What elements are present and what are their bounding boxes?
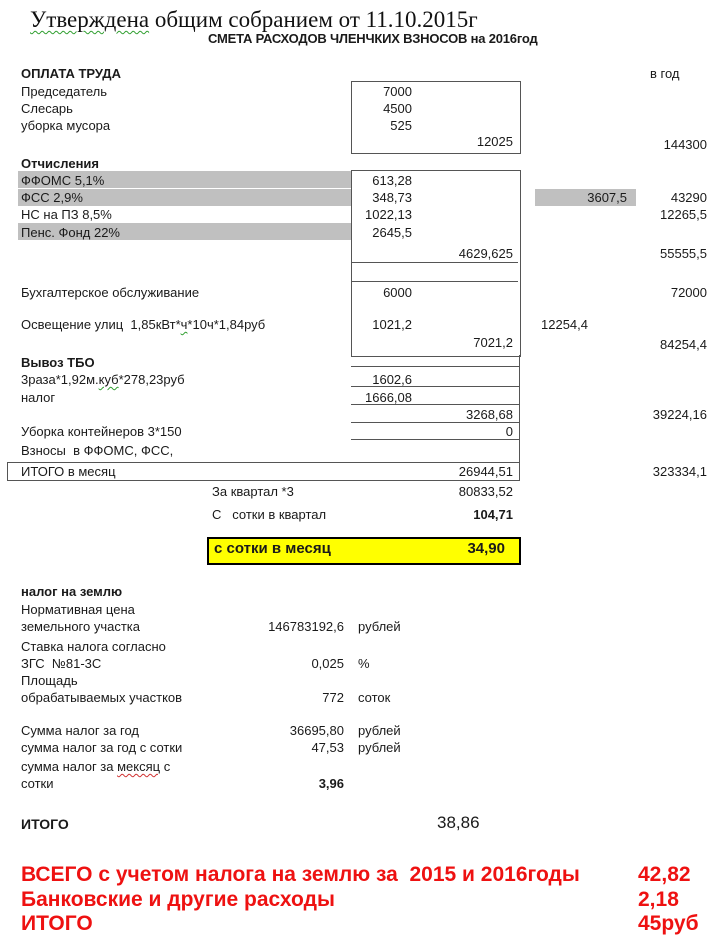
- deductions-header: Отчисления: [21, 156, 99, 171]
- grand-total-value: 38,86: [437, 813, 480, 832]
- cell-value: 43290: [670, 190, 707, 205]
- cell-value-shaded: 3607,5: [587, 190, 627, 205]
- red-total-value: 42,82: [638, 863, 691, 886]
- monthly-total-label: ИТОГО в месяц: [21, 464, 116, 479]
- tbo-rate-spellcheck: куб: [98, 372, 119, 387]
- tbo-subtotal: 3268,68: [466, 407, 513, 422]
- land-tax-header: налог на землю: [21, 584, 123, 599]
- cell-value: 525: [390, 118, 412, 133]
- row-label: Площадь: [21, 673, 78, 688]
- cell-value: 4500: [383, 101, 412, 116]
- cell-value: 72000: [670, 285, 707, 300]
- red-bank-label: Банковские и другие расходы: [21, 888, 335, 911]
- row-label: [21, 372, 185, 388]
- grid-line: [352, 281, 518, 282]
- tbo-header: Вывоз ТБО: [21, 355, 95, 370]
- cell-value: 12265,5: [660, 207, 707, 222]
- cell-value: 613,28: [372, 173, 412, 188]
- cell-value: 0,025: [311, 656, 344, 671]
- lighting-label-post: *10ч*1,84руб: [187, 317, 266, 332]
- deductions-year-total: 55555,5: [660, 246, 707, 261]
- sotka-quarter-label: С сотки в квартал: [212, 507, 327, 522]
- grid-line: [351, 366, 519, 367]
- year-column-header: в год: [650, 66, 680, 81]
- lighting-label-pre: Освещение улиц 1,85кВт*: [21, 317, 181, 332]
- grand-total-label: ИТОГО: [21, 816, 69, 832]
- cell-value: 1602,6: [372, 372, 412, 387]
- labor-year-total: 144300: [663, 137, 707, 152]
- cell-value: 6000: [383, 285, 412, 300]
- cell-value: 146783192,6: [268, 619, 344, 634]
- row-label: обрабатываемых участков: [21, 690, 183, 705]
- red-total-label: ВСЕГО с учетом налога на землю за 2015 и 2016годы: [21, 863, 580, 886]
- unit-label: %: [358, 656, 370, 671]
- cell-value: 36695,80: [289, 723, 344, 738]
- cell-value: 2645,5: [372, 225, 412, 240]
- sotka-month-value: 34,90: [467, 540, 505, 557]
- row-label: земельного участка: [21, 619, 141, 634]
- deductions-month-total: 4629,625: [458, 246, 513, 261]
- approval-word-spellcheck: Утверждена: [30, 7, 150, 32]
- cell-value: 1022,13: [365, 207, 412, 222]
- approval-line: [30, 6, 478, 33]
- row-label: [21, 317, 265, 333]
- tbo-year-total: 39224,16: [652, 407, 707, 422]
- grid-line: [352, 262, 518, 263]
- row-label: НС на ПЗ 8,5%: [21, 207, 112, 222]
- row-label: Нормативная цена: [21, 602, 135, 617]
- cell-value: 1021,2: [372, 317, 412, 332]
- red-final-value: 45руб: [638, 912, 699, 935]
- cell-value: 0: [505, 424, 513, 439]
- row-label: ФФОМС 5,1%: [21, 173, 105, 188]
- row-label: Сумма налог за год: [21, 723, 139, 738]
- month-sotka-pre: сумма налог за: [21, 759, 118, 774]
- cell-value: 3,96: [318, 776, 344, 791]
- grid-vline: [519, 355, 520, 462]
- unit-label: рублей: [358, 619, 401, 634]
- approval-rest: общим собранием от 11.10.2015г: [149, 7, 478, 32]
- quarter-label: За квартал *3: [212, 484, 294, 499]
- lighting-year-total: 84254,4: [660, 337, 707, 352]
- cell-value: 47,53: [311, 740, 344, 755]
- sotka-month-label: с сотки в месяц: [214, 540, 331, 557]
- row-label: уборка мусора: [21, 118, 111, 133]
- cell-value: 772: [322, 690, 344, 705]
- lighting-label-spellcheck: ч: [180, 317, 188, 332]
- cell-value: 348,73: [372, 190, 412, 205]
- row-label: налог: [21, 390, 56, 405]
- tbo-rate-post: *278,23руб: [118, 372, 185, 387]
- row-label: Бухгалтерское обслуживание: [21, 285, 200, 300]
- monthly-total-value: 26944,51: [458, 464, 513, 479]
- row-label: Взносы в ФФОМС, ФСС,: [21, 443, 174, 458]
- tbo-rate-pre: 3раза*1,92м.: [21, 372, 99, 387]
- unit-label: рублей: [358, 740, 401, 755]
- sotka-quarter-value: 104,71: [473, 507, 513, 522]
- row-label: [21, 759, 170, 775]
- unit-label: соток: [358, 690, 391, 705]
- row-label: Пенс. Фонд 22%: [21, 225, 120, 240]
- cell-value: 12254,4: [541, 317, 588, 332]
- row-label: Уборка контейнеров 3*150: [21, 424, 182, 439]
- month-sotka-post: с: [160, 759, 171, 774]
- lighting-subtotal: 7021,2: [473, 335, 513, 350]
- row-label: сумма налог за год с сотки: [21, 740, 183, 755]
- row-label: Председатель: [21, 84, 108, 99]
- row-label: ФСС 2,9%: [21, 190, 83, 205]
- row-label: Ставка налога согласно: [21, 639, 166, 654]
- red-bank-value: 2,18: [638, 888, 679, 911]
- cell-value: 7000: [383, 84, 412, 99]
- quarter-value: 80833,52: [458, 484, 513, 499]
- document-title: СМЕТА РАСХОДОВ ЧЛЕНЧКИХ ВЗНОСОВ на 2016год: [208, 31, 538, 46]
- unit-label: рублей: [358, 723, 401, 738]
- labor-header: ОПЛАТА ТРУДА: [21, 66, 121, 81]
- row-label: ЗГС №81-3С: [21, 656, 102, 671]
- yearly-total-value: 323334,1: [652, 464, 707, 479]
- red-final-label: ИТОГО: [21, 912, 93, 935]
- row-label: сотки: [21, 776, 54, 791]
- row-label: Слесарь: [21, 101, 73, 116]
- month-sotka-spellcheck: мексяц: [117, 759, 161, 774]
- cell-value: 1666,08: [365, 390, 412, 405]
- labor-month-total: 12025: [476, 134, 513, 149]
